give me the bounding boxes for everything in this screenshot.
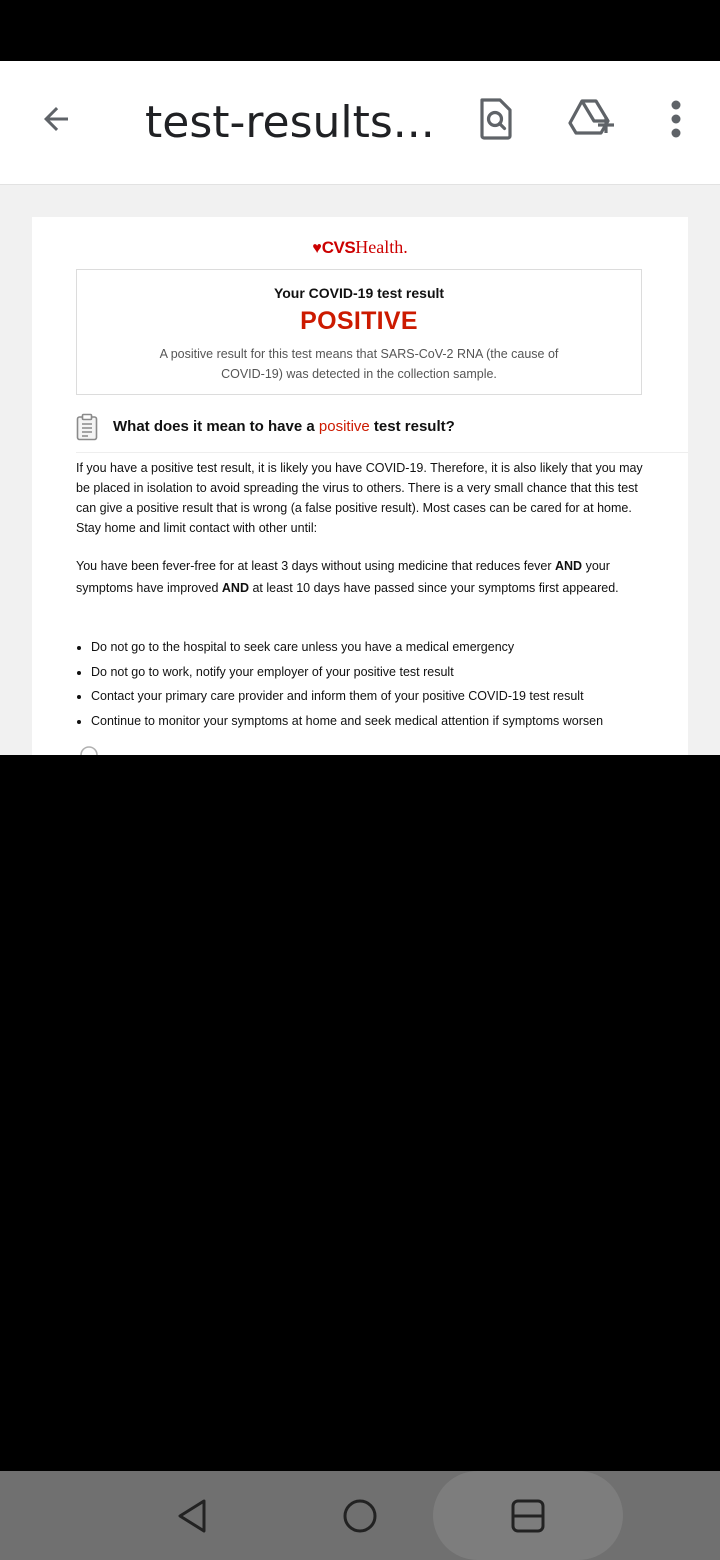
result-heading: Your COVID-19 test result — [273, 285, 445, 301]
list-item: • Do not go to the hospital to seek care unless you have a medical emergency — [91, 635, 691, 660]
highlight-positive: positive — [318, 418, 370, 435]
partial-section-icon — [78, 745, 100, 755]
nav-back-icon — [176, 1498, 208, 1534]
nav-home-button[interactable] — [328, 1471, 392, 1560]
system-navigation-bar — [0, 1471, 720, 1560]
nav-recents-button[interactable] — [496, 1471, 560, 1560]
nav-home-icon — [342, 1498, 378, 1534]
result-description: A positive result for this test means that SARS-CoV-2 RNA (the cause of COVID-19) was detected in the collection sample. — [159, 347, 559, 381]
pdf-viewer[interactable] — [0, 185, 720, 755]
paragraph-positive-meaning: If you have a positive test result, it is likely you have COVID-19. Therefore, it is also likely that you may be placed in isolation to avoid spreading the virus to others. There is a very small chance that this test can give a positive result that is wrong (a false positive result). Most cases can be cared for at home. Stay home and limit contact with other until: — [76, 461, 643, 535]
document-title: test-results... — [145, 97, 435, 148]
list-item: • Contact your primary care provider and inform them of your positive COVID-19 test result — [91, 684, 691, 709]
find-in-page-icon — [476, 97, 516, 141]
cvs-health-logo: ♥CVSHealth. — [312, 237, 408, 257]
find-in-page-button[interactable] — [466, 89, 526, 149]
nav-back-button[interactable] — [160, 1471, 224, 1560]
advice-list — [76, 635, 691, 733]
add-to-drive-icon — [568, 97, 616, 141]
more-options-button[interactable] — [646, 89, 706, 149]
paragraph-isolation-criteria: You have been fever-free for at least 3 days without using medicine that reduces fever AND your symptoms have improved AND at least 10 days have passed since your symptoms first appeared. — [76, 559, 619, 595]
section-heading — [76, 411, 688, 453]
status-bar — [0, 0, 720, 61]
pdf-page — [32, 217, 688, 755]
result-value: POSITIVE — [300, 307, 418, 335]
list-item: • Continue to monitor your symptoms at home and seek medical attention if symptoms worsen — [91, 709, 691, 734]
result-box — [76, 269, 642, 395]
add-to-drive-button[interactable] — [562, 89, 622, 149]
list-item: • Do not go to work, notify your employer of your positive test result — [91, 660, 691, 685]
section-heading-text: What does it mean to have a positive test result? — [113, 418, 455, 435]
arrow-back-icon — [38, 101, 74, 137]
clipboard-icon — [76, 413, 98, 441]
nav-recents-icon — [510, 1498, 546, 1534]
heart-icon: ♥ — [312, 240, 322, 257]
back-button[interactable] — [28, 91, 84, 147]
app-bar — [0, 61, 720, 185]
more-vert-icon — [670, 99, 682, 139]
